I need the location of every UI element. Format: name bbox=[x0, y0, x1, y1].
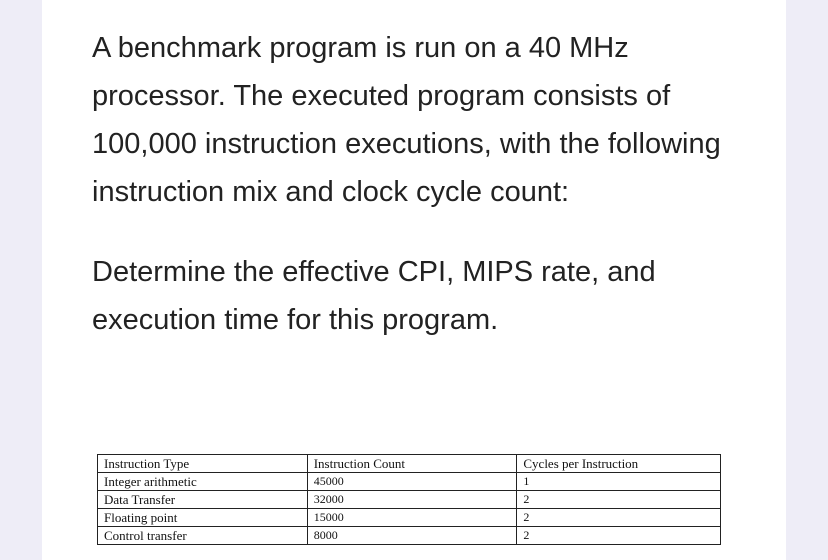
header-instruction-type: Instruction Type bbox=[98, 455, 308, 473]
cell-cycles-per-instruction: 2 bbox=[517, 527, 721, 545]
table-row bbox=[98, 527, 721, 545]
question-text bbox=[92, 24, 752, 344]
cell-cycles-per-instruction: 2 bbox=[517, 509, 721, 527]
cell-instruction-type: Floating point bbox=[98, 509, 308, 527]
cell-instruction-count: 8000 bbox=[307, 527, 517, 545]
cell-instruction-type: Data Transfer bbox=[98, 491, 308, 509]
cell-instruction-count: 15000 bbox=[307, 509, 517, 527]
cell-cycles-per-instruction: 1 bbox=[517, 473, 721, 491]
cell-instruction-type: Control transfer bbox=[98, 527, 308, 545]
header-cycles-per-instruction: Cycles per Instruction bbox=[517, 455, 721, 473]
cell-instruction-count: 45000 bbox=[307, 473, 517, 491]
cell-cycles-per-instruction: 2 bbox=[517, 491, 721, 509]
table-row bbox=[98, 473, 721, 491]
header-instruction-count: Instruction Count bbox=[307, 455, 517, 473]
instruction-mix-table bbox=[97, 454, 721, 545]
table-row bbox=[98, 491, 721, 509]
question-paragraph-2: Determine the effective CPI, MIPS rate, and execution time for this program. bbox=[92, 256, 656, 336]
cell-instruction-count: 32000 bbox=[307, 491, 517, 509]
table-row bbox=[98, 509, 721, 527]
question-card bbox=[42, 0, 786, 560]
question-paragraph-1: A benchmark program is run on a 40 MHz processor. The executed program consists of 100,000 instruction executions, with the following instruction mix and clock cycle count: bbox=[92, 32, 721, 208]
cell-instruction-type: Integer arithmetic bbox=[98, 473, 308, 491]
table-header-row bbox=[98, 455, 721, 473]
